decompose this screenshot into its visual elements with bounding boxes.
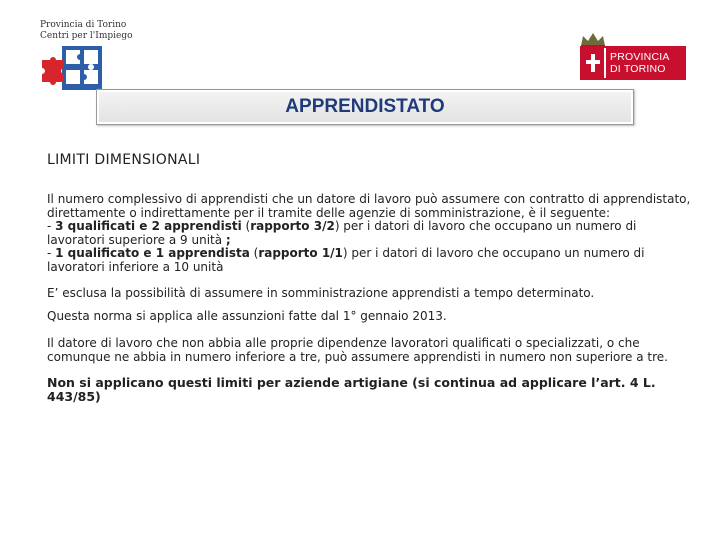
- page-title: APPRENDISTATO: [285, 96, 445, 117]
- item-ratio: rapporto 1/1: [258, 246, 343, 260]
- body-text: [47, 193, 697, 404]
- item-ratio: rapporto 3/2: [250, 219, 335, 233]
- item-bold-text: 3 qualificati e 2 apprendisti: [55, 219, 242, 233]
- item-text: ) per i datori di lavoro che occupano un numero di lavoratori inferiore a 10 unità: [47, 246, 645, 274]
- provincia-logo-line-1: PROVINCIA: [610, 51, 670, 63]
- provincia-logo: [580, 46, 686, 80]
- paragraph-artigiane: Non si applicano questi limiti per aziende artigiane (si continua ad applicare l’art. 4 L. 443/85): [47, 375, 656, 404]
- paragraph-datore-lavoro: Il datore di lavoro che non abbia alle proprie dipendenze lavoratori qualificati o specializzati, o che comunque ne abbia in numero inferiore a tre, può assumere apprendisti in numero non superiore a tre.: [47, 336, 668, 364]
- list-item-rapporto-3-2: [47, 220, 697, 247]
- dash: -: [47, 219, 56, 233]
- paragraph-somministrazione: E’ esclusa la possibilità di assumere in somministrazione apprendisti a tempo determinato.: [47, 286, 595, 300]
- dash: -: [47, 246, 56, 260]
- section-title: LIMITI DIMENSIONALI: [47, 152, 201, 168]
- item-text: ) per i datori di lavoro che occupano un numero di lavoratori superiore a 9 unità: [47, 219, 637, 247]
- provincia-logo-line-2: DI TORINO: [610, 63, 666, 75]
- provincia-logo-text: [606, 48, 684, 78]
- item-text: (: [241, 219, 251, 233]
- puzzle-logo-icon: [40, 46, 102, 92]
- org-name: [40, 20, 133, 42]
- org-line-2: Centri per l'Impiego: [40, 31, 133, 41]
- cross-shield-icon: [582, 48, 604, 78]
- org-line-1: Provincia di Torino: [40, 20, 127, 30]
- item-bold-text: 1 qualificato e 1 apprendista: [55, 246, 250, 260]
- paragraph-decorrenza: Questa norma si applica alle assunzioni fatte dal 1° gennaio 2013.: [47, 308, 447, 323]
- item-text: (: [249, 246, 259, 260]
- title-banner: [96, 89, 634, 125]
- paragraph-intro: Il numero complessivo di apprendisti che un datore di lavoro può assumere con contratto di apprendistato, direttamente o indirettamente per il tramite delle agenzie di somministrazione, è il seguente:: [47, 192, 691, 220]
- item-end: ;: [225, 232, 231, 247]
- list-item-rapporto-1-1: [47, 247, 697, 274]
